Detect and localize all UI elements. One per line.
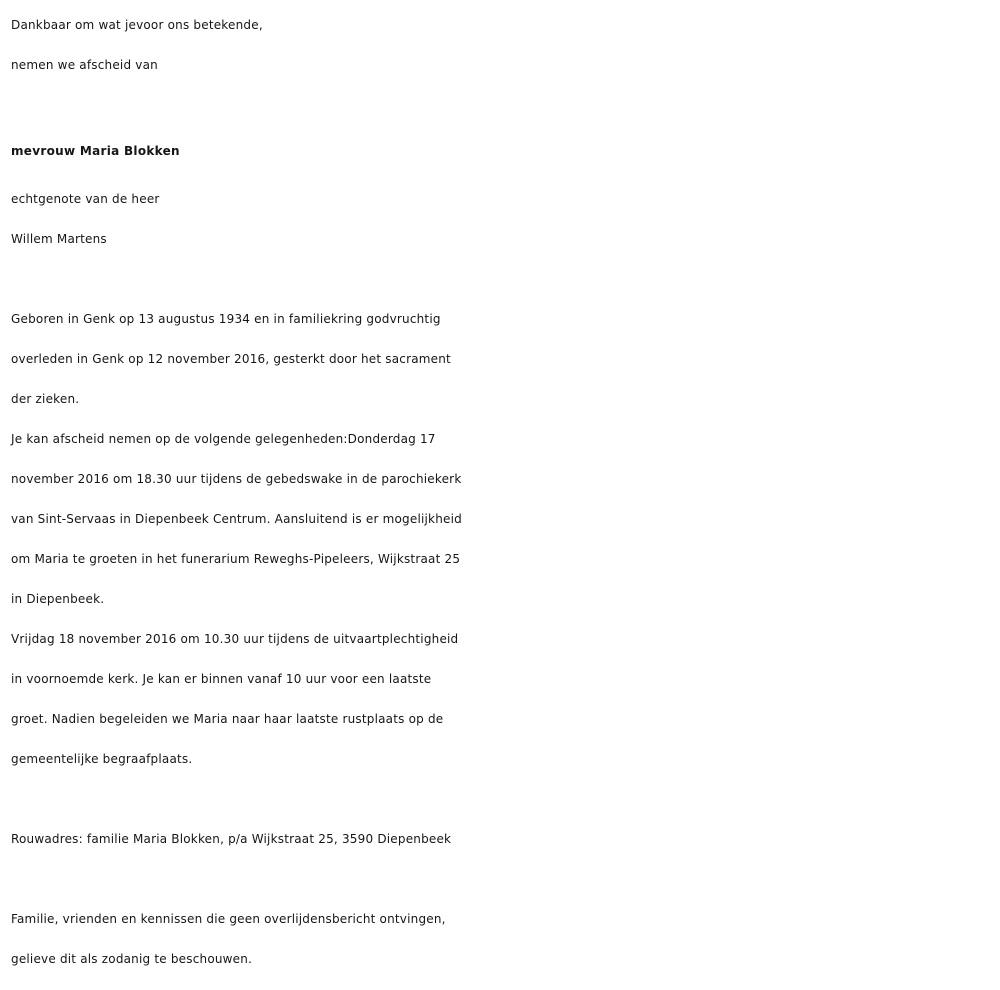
body-line: der zieken.: [11, 392, 80, 406]
body-line: Geboren in Genk op 13 augustus 1934 en in familiekring godvruchtig: [11, 312, 441, 326]
body-text: [11, 299, 996, 779]
body-line: Vrijdag 18 november 2016 om 10.30 uur tijdens de uitvaartplechtigheid: [11, 632, 459, 646]
body-line: Je kan afscheid nemen op de volgende gelegenheden:Donderdag 17: [11, 432, 436, 446]
spacer: [11, 259, 996, 299]
body-line: in Diepenbeek.: [11, 592, 105, 606]
body-line: van Sint-Servaas in Diepenbeek Centrum. Aansluitend is er mogelijkheid: [11, 512, 462, 526]
body-line: november 2016 om 18.30 uur tijdens de gebedswake in de parochiekerk: [11, 472, 462, 486]
intro-line-2: nemen we afscheid van: [11, 58, 158, 72]
body-line: overleden in Genk op 12 november 2016, gesterkt door het sacrament: [11, 352, 451, 366]
spacer: [11, 779, 996, 819]
spacer: [11, 859, 996, 899]
closing-line-2: gelieve dit als zodanig te beschouwen.: [11, 952, 253, 966]
obituary-notice: [11, 5, 996, 979]
deceased-name: mevrouw Maria Blokken: [11, 144, 180, 158]
intro-line-1: Dankbaar om wat jevoor ons betekende,: [11, 18, 263, 32]
body-line: om Maria te groeten in het funerarium Reweghs-Pipeleers, Wijkstraat 25: [11, 552, 461, 566]
closing-line-1: Familie, vrienden en kennissen die geen overlijdensbericht ontvingen,: [11, 912, 446, 926]
body-line: groet. Nadien begeleiden we Maria naar haar laatste rustplaats op de: [11, 712, 444, 726]
body-line: gemeentelijke begraafplaats.: [11, 752, 193, 766]
mourning-address: Rouwadres: familie Maria Blokken, p/a Wijkstraat 25, 3590 Diepenbeek: [11, 832, 452, 846]
relation-line-2: Willem Martens: [11, 232, 107, 246]
body-line: in voornoemde kerk. Je kan er binnen vanaf 10 uur voor een laatste: [11, 672, 432, 686]
relation-line-1: echtgenote van de heer: [11, 192, 160, 206]
